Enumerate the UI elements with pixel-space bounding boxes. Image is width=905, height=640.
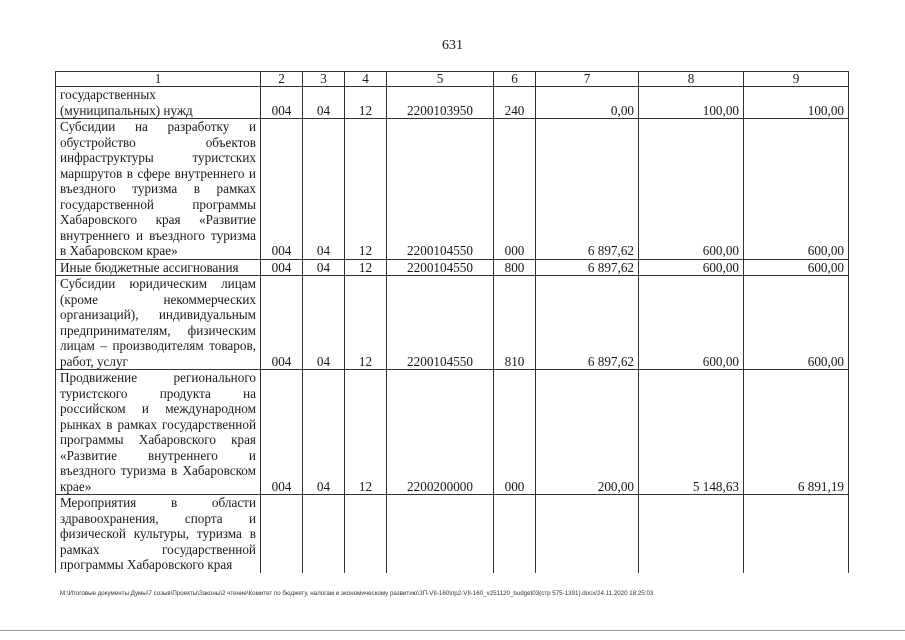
cell-amount-9: 600,00 [744, 276, 849, 370]
cell-amount-7: 200,00 [536, 370, 639, 495]
cell-amount-7: 6 897,62 [536, 276, 639, 370]
cell-amount-7: 0,00 [536, 87, 639, 119]
cell-amount-9 [744, 495, 849, 573]
cell-section: 04 [303, 276, 345, 370]
cell-ministry: 004 [261, 370, 303, 495]
cell-expense-type: 000 [494, 370, 536, 495]
cell-expense-type: 810 [494, 276, 536, 370]
cell-target-article [387, 495, 494, 573]
table-row [56, 276, 849, 370]
column-header: 3 [303, 72, 345, 87]
header-row [56, 72, 849, 87]
cell-target-article: 2200104550 [387, 119, 494, 260]
cell-subsection [345, 495, 387, 573]
cell-section: 04 [303, 119, 345, 260]
cell-amount-8: 600,00 [639, 276, 744, 370]
row-name: Продвижение регионального туристского продукта на российском и международном рынках в рамках государственной программы Хабаровского края «Развитие внутреннего и въездного туризма в Хабаровском крае» [56, 370, 261, 495]
column-header: 4 [345, 72, 387, 87]
cell-section: 04 [303, 370, 345, 495]
cell-target-article: 2200104550 [387, 276, 494, 370]
cell-target-article: 2200103950 [387, 87, 494, 119]
cell-ministry: 004 [261, 119, 303, 260]
column-header: 1 [56, 72, 261, 87]
column-header: 6 [494, 72, 536, 87]
cell-amount-8 [639, 495, 744, 573]
cell-subsection: 12 [345, 370, 387, 495]
file-path-footer: M:\Итоговые документы Думы\7 созыв\Проекты\Законы\2 чтение\Комитет по бюджету, налогам и экономическому развитию\ЗП-VII-160\пр2-VII-160_v251120_budget03(стр 575-1391).docx/24.11.2020 18:25:03 [60, 590, 654, 597]
column-header: 5 [387, 72, 494, 87]
table-row [56, 259, 849, 276]
page-number: 631 [442, 38, 463, 53]
row-name: государственных (муниципальных) нужд [56, 87, 261, 119]
cell-expense-type: 240 [494, 87, 536, 119]
cell-expense-type: 800 [494, 259, 536, 276]
cell-target-article: 2200104550 [387, 259, 494, 276]
page-edge-divider [0, 630, 905, 631]
cell-ministry: 004 [261, 259, 303, 276]
cell-ministry: 004 [261, 87, 303, 119]
cell-section: 04 [303, 87, 345, 119]
table-row [56, 370, 849, 495]
cell-subsection: 12 [345, 276, 387, 370]
column-header: 2 [261, 72, 303, 87]
cell-section: 04 [303, 259, 345, 276]
table-row [56, 119, 849, 260]
cell-amount-8: 600,00 [639, 259, 744, 276]
row-name: Субсидии на разработку и обустройство объектов инфраструктуры туристских маршрутов в сфере внутреннего и въездного туризма в рамках государственной программы Хабаровского края «Развитие внутреннего и въездного туризма в Хабаровском крае» [56, 119, 261, 260]
column-header: 9 [744, 72, 849, 87]
column-header: 7 [536, 72, 639, 87]
cell-amount-9: 600,00 [744, 259, 849, 276]
column-header: 8 [639, 72, 744, 87]
cell-subsection: 12 [345, 87, 387, 119]
cell-subsection: 12 [345, 119, 387, 260]
table-row [56, 87, 849, 119]
row-name: Мероприятия в области здравоохранения, спорта и физической культуры, туризма в рамках государственной программы Хабаровского края [56, 495, 261, 573]
table-row [56, 495, 849, 573]
cell-amount-7: 6 897,62 [536, 259, 639, 276]
row-name: Субсидии юридическим лицам (кроме некоммерческих организаций), индивидуальным предпринимателям, физическим лицам – производителям товаров, работ, услуг [56, 276, 261, 370]
cell-amount-9: 600,00 [744, 119, 849, 260]
budget-table [55, 71, 849, 573]
cell-expense-type: 000 [494, 119, 536, 260]
cell-amount-9: 100,00 [744, 87, 849, 119]
cell-target-article: 2200200000 [387, 370, 494, 495]
cell-section [303, 495, 345, 573]
cell-amount-9: 6 891,19 [744, 370, 849, 495]
cell-amount-8: 100,00 [639, 87, 744, 119]
cell-amount-8: 600,00 [639, 119, 744, 260]
cell-expense-type [494, 495, 536, 573]
cell-amount-7 [536, 495, 639, 573]
cell-subsection: 12 [345, 259, 387, 276]
row-name: Иные бюджетные ассигнования [56, 259, 261, 276]
cell-amount-7: 6 897,62 [536, 119, 639, 260]
cell-amount-8: 5 148,63 [639, 370, 744, 495]
cell-ministry [261, 495, 303, 573]
cell-ministry: 004 [261, 276, 303, 370]
